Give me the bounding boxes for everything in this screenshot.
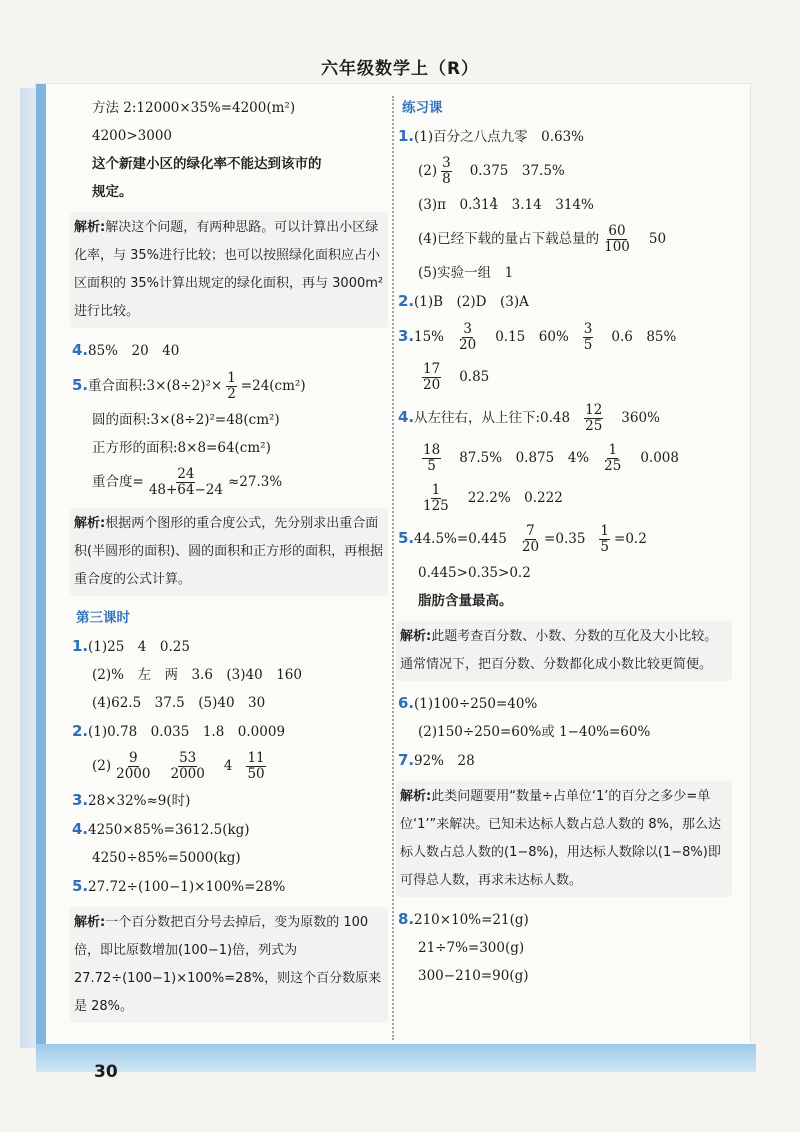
analysis-box-5	[396, 781, 732, 897]
numerator: 3	[442, 155, 451, 171]
denominator: 20	[423, 377, 441, 393]
analysis-text: 此类问题要用“数量÷占单位‘1’的百分之多少=单位‘1’”来解决。已知未达标人数占总人数的 8%，那么达标人数占总人数的(1−8%)，用达标人数除以(1−8%)即可得总人数，再求未达标人数。	[400, 789, 722, 888]
question-number: 1.	[72, 637, 89, 655]
question-number: 4.	[72, 341, 89, 359]
denominator: 5	[427, 458, 436, 474]
denominator: 8	[442, 171, 451, 187]
conclusion-line-2: 规定。	[92, 184, 133, 200]
answer-text: 从左往右，从上往下:0.48	[414, 410, 571, 426]
r-question-4-line-3	[402, 478, 732, 518]
answer-text: (1)百分之八点九零 0.63%	[414, 129, 585, 145]
question-number: 1.	[398, 127, 415, 145]
compare-line: 4200>3000	[92, 128, 173, 144]
s-question-2-line-1	[72, 717, 388, 746]
denominator: 2000	[170, 766, 205, 782]
section-heading-lesson-3: 第三课时	[76, 610, 130, 626]
answer-text: (1)100÷250=40%	[414, 696, 538, 712]
denominator: 100	[604, 239, 630, 255]
denominator: 48+64−24	[148, 482, 223, 498]
answer-text: 210×10%=21(g)	[414, 912, 529, 928]
answer-text: (3)π 0.	[418, 197, 473, 213]
question-number: 5.	[72, 376, 89, 394]
repeating-digit: · 4	[490, 197, 499, 213]
denominator: 5	[583, 337, 593, 353]
denominator: 20	[521, 539, 540, 555]
numerator: 1	[600, 523, 610, 539]
fraction	[521, 524, 540, 555]
question-number: 7.	[398, 751, 415, 769]
fraction	[226, 371, 237, 402]
r-question-4-line-1	[398, 397, 732, 438]
denominator: 50	[247, 766, 265, 782]
question-5-line-1	[72, 365, 388, 406]
answer-text: 44.5%=0.445	[414, 531, 507, 547]
formula-part: ≈27.3%	[227, 474, 283, 490]
s-question-3	[72, 786, 388, 815]
page-bottom-band	[36, 1044, 756, 1072]
answer-text: 87.5% 0.875 4%	[459, 450, 590, 466]
answer-text: 15%	[414, 329, 445, 345]
answer-text: 85% 20 40	[88, 343, 180, 359]
r-question-1-line-1	[398, 122, 732, 151]
question-5-line-2: 圆的面积:3×(8÷2)²=48(cm²)	[92, 412, 280, 428]
method-2-line: 方法 2:12000×35%=4200(m²)	[92, 100, 296, 116]
analysis-label: 解析:	[74, 915, 106, 930]
fraction	[603, 224, 631, 255]
r-question-2	[398, 287, 732, 316]
question-number: 5.	[398, 529, 415, 547]
question-number: 3.	[398, 327, 415, 345]
question-number: 8.	[398, 910, 415, 928]
question-number: 2.	[398, 292, 415, 310]
numerator: 7	[526, 523, 535, 539]
answer-text: 0.6 85%	[611, 329, 677, 345]
analysis-label: 解析:	[74, 220, 106, 235]
denominator: 25	[604, 458, 622, 474]
denominator: 2000	[116, 766, 151, 782]
repeating-digit: · 3	[472, 197, 481, 213]
analysis-label: 解析:	[400, 629, 432, 644]
fraction	[169, 751, 205, 782]
s-question-1-line-2: (2)% 左 两 3.6 (3)40 160	[92, 667, 302, 683]
answer-text: 27.72÷(100−1)×100%=28%	[88, 879, 286, 895]
numerator: 3	[463, 321, 472, 337]
r-question-8-line-2: 21÷7%=300(g)	[418, 940, 525, 956]
answer-text: =0.35	[544, 531, 586, 547]
r-question-6-line-2: (2)150÷250=60%或 1−40%=60%	[418, 724, 651, 740]
r-question-7	[398, 746, 732, 775]
r-question-6-line-1	[398, 689, 732, 718]
answer-text: (4)已经下载的量占下载总量的	[418, 231, 600, 247]
question-number: 3.	[72, 791, 89, 809]
answer-text: 0.85	[459, 369, 490, 385]
numerator: 9	[129, 750, 138, 766]
answer-text: (1)B (2)D (3)A	[414, 294, 529, 310]
answer-text: =0.2	[614, 531, 647, 547]
fraction	[599, 524, 610, 555]
denominator: 5	[600, 539, 610, 555]
numerator: 53	[179, 750, 197, 766]
formula-part: 重合度=	[92, 474, 144, 490]
fraction	[115, 751, 151, 782]
numerator: 11	[247, 750, 265, 766]
question-4	[72, 336, 388, 365]
fraction	[603, 443, 622, 474]
fraction	[422, 443, 441, 474]
question-number: 6.	[398, 694, 415, 712]
question-5-line-3: 正方形的面积:8×8=64(cm²)	[92, 440, 271, 456]
r-question-3-line-1	[398, 316, 732, 357]
question-number: 5.	[72, 877, 89, 895]
r-question-5-line-2: 0.445>0.35>0.2	[418, 565, 531, 581]
s-question-4-line-2: 4250÷85%=5000(kg)	[92, 850, 241, 866]
analysis-label: 解析:	[74, 516, 106, 531]
s-question-1-line-3: (4)62.5 37.5 (5)40 30	[92, 695, 266, 711]
answer-text: 360%	[621, 410, 660, 426]
answer-text: (1)0.78 0.035 1.8 0.0009	[88, 724, 286, 740]
analysis-text: 解决这个问题，有两种思路。可以计算出小区绿化率，与 35%进行比较；也可以按照绿化面积应占小区面积的 35%计算出规定的绿化面积，再与 3000m² 进行比较。	[74, 220, 384, 319]
right-column	[398, 94, 732, 990]
answer-text: 50	[648, 231, 667, 247]
page-title: 六年级数学上（R）	[320, 59, 480, 79]
question-number: 2.	[72, 722, 89, 740]
denominator: 125	[423, 498, 449, 514]
denominator: 25	[585, 418, 603, 434]
formula-part: 重合面积:3×(8÷2)²×	[88, 378, 223, 394]
question-number: 4.	[72, 820, 89, 838]
fraction	[584, 403, 603, 434]
denominator: 20	[459, 337, 477, 353]
numerator: 17	[423, 361, 441, 377]
answer-text: (2)	[92, 758, 112, 774]
answer-text: 28×32%≈9(时)	[88, 793, 191, 809]
answer-text: 4	[223, 758, 233, 774]
r-question-3-line-2	[402, 357, 732, 397]
analysis-box-3	[70, 907, 388, 1023]
numerator: 12	[585, 402, 603, 418]
analysis-text: 此题考查百分数、小数、分数的互化及大小比较。通常情况下，把百分数、分数都化成小数比较更简便。	[400, 629, 718, 672]
numerator: 24	[177, 466, 195, 482]
analysis-text: 一个百分数把百分号去掉后，变为原数的 100 倍，即比原数增加(100−1)倍，列式为 27.72÷(100−1)×100%=28%，则这个百分数原来是 28%。	[74, 915, 382, 1014]
numerator: 3	[583, 321, 593, 337]
formula-part: =24(cm²)	[240, 378, 306, 394]
answer-text: 3.14 314%	[498, 197, 594, 213]
fraction	[441, 156, 452, 187]
r-question-4-line-2	[402, 438, 732, 478]
answer-text: 1	[480, 197, 490, 213]
numerator: 60	[608, 223, 626, 239]
page-number: 30	[94, 1062, 118, 1082]
fraction	[148, 467, 224, 498]
answer-text: (2)	[418, 163, 438, 179]
analysis-label: 解析:	[400, 789, 432, 804]
r-question-8-line-3: 300−210=90(g)	[418, 968, 529, 984]
conclusion-line-1: 这个新建小区的绿化率不能达到该市的	[92, 156, 322, 172]
r-question-1-line-3	[402, 191, 732, 219]
s-question-4-line-1	[72, 815, 388, 844]
answer-text: 22.2% 0.222	[467, 490, 563, 506]
answer-text: 0.008	[640, 450, 679, 466]
s-question-2-line-2	[76, 746, 388, 786]
r-question-1-line-4	[402, 219, 732, 259]
question-5-line-4	[76, 462, 388, 502]
analysis-text: 根据两个图形的重合度公式，先分别求出重合面积(半圆形的面积)、圆的面积和正方形的面积，再根据重合度的公式计算。	[74, 516, 384, 587]
numerator: 18	[423, 442, 441, 458]
r-question-1-line-5: (5)实验一组 1	[418, 265, 514, 281]
answer-text: 4250×85%=3612.5(kg)	[88, 822, 250, 838]
denominator: 2	[227, 386, 236, 402]
numerator: 1	[227, 370, 236, 386]
fraction	[583, 322, 594, 353]
analysis-box-1	[70, 212, 388, 328]
column-divider	[392, 96, 394, 1040]
r-question-8-line-1	[398, 905, 732, 934]
answer-text: 92% 28	[414, 753, 475, 769]
fraction	[422, 362, 441, 393]
analysis-box-2	[70, 508, 388, 596]
s-question-1-line-1	[72, 632, 388, 661]
r-question-5-line-1	[398, 518, 732, 559]
s-question-5	[72, 872, 388, 901]
fraction	[458, 322, 477, 353]
left-column	[72, 94, 388, 1031]
question-number: 4.	[398, 408, 415, 426]
r-question-1-line-2	[402, 151, 732, 191]
answer-text: (1)25 4 0.25	[88, 639, 190, 655]
answer-text: 0.375 37.5%	[469, 163, 565, 179]
fraction	[422, 483, 450, 514]
numerator: 1	[608, 442, 618, 458]
fraction	[246, 751, 265, 782]
numerator: 1	[431, 482, 441, 498]
section-heading-practice: 练习课	[402, 100, 443, 116]
r-question-5-line-3: 脂肪含量最高。	[418, 593, 513, 609]
analysis-box-4	[396, 621, 732, 681]
answer-text: 0.15 60%	[495, 329, 569, 345]
